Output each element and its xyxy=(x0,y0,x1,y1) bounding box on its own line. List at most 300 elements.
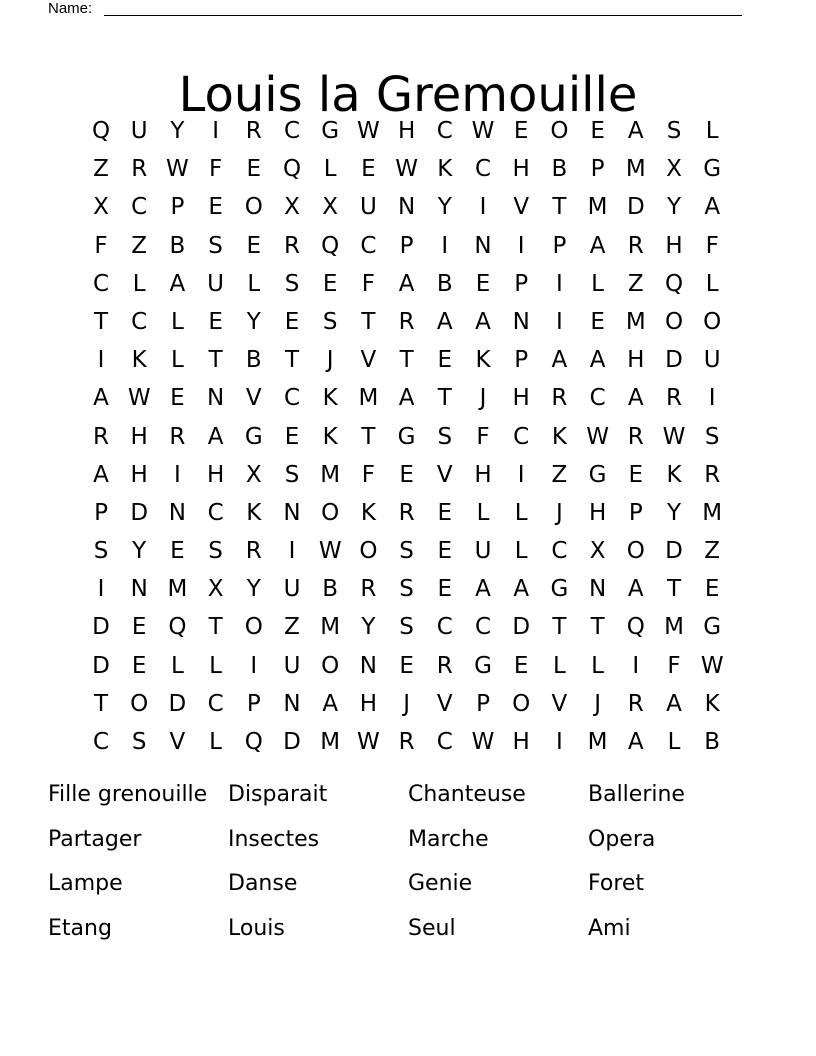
grid-letter: Z xyxy=(131,232,148,259)
grid-letter: P xyxy=(628,499,643,526)
grid-letter: C xyxy=(474,156,492,183)
grid-letter: O xyxy=(626,538,645,565)
grid-row xyxy=(82,570,732,608)
grid-letter: V xyxy=(169,729,186,755)
page-title: Louis la Gremouille xyxy=(178,67,638,124)
grid-letter: X xyxy=(207,576,224,603)
grid-letter: O xyxy=(321,499,340,526)
word-list-item: Ballerine xyxy=(588,782,685,807)
grid-letter: V xyxy=(436,690,453,717)
grid-letter: U xyxy=(703,347,721,374)
grid-letter: T xyxy=(666,576,682,603)
grid-letter: Q xyxy=(282,156,302,183)
grid-letter: I xyxy=(212,118,219,144)
grid-letter: L xyxy=(591,652,604,679)
grid-letter: F xyxy=(667,652,681,679)
grid-letter: G xyxy=(703,156,722,183)
grid-letter: L xyxy=(705,270,719,297)
grid-letter: J xyxy=(555,499,563,526)
grid-letter: C xyxy=(92,729,110,755)
grid-letter: M xyxy=(167,576,188,603)
grid-letter: W xyxy=(357,118,380,144)
word-list-item: Ami xyxy=(588,916,631,942)
grid-letter: Z xyxy=(284,614,300,641)
grid-row xyxy=(82,608,732,646)
grid-letter: L xyxy=(170,652,184,679)
grid-letter: R xyxy=(627,423,644,450)
grid-letter: Q xyxy=(626,614,645,641)
grid-letter: W xyxy=(471,118,495,144)
grid-letter: O xyxy=(512,690,531,717)
grid-row xyxy=(82,188,732,226)
grid-letter: E xyxy=(437,347,453,374)
grid-letter: B xyxy=(551,156,568,183)
grid-letter: A xyxy=(322,690,339,717)
grid-letter: S xyxy=(704,423,720,450)
grid-letter: A xyxy=(627,118,644,144)
word-list-item: Lampe xyxy=(48,871,123,897)
grid-letter: P xyxy=(476,690,490,717)
grid-letter: L xyxy=(552,652,566,679)
word-list-item: Etang xyxy=(48,916,112,942)
letter-grid xyxy=(82,112,732,761)
grid-letter: U xyxy=(283,652,301,679)
grid-letter: E xyxy=(284,423,300,450)
grid-letter: E xyxy=(322,270,338,297)
grid-letter: K xyxy=(475,347,491,374)
grid-letter: H xyxy=(130,423,148,450)
grid-letter: O xyxy=(664,308,684,335)
grid-letter: I xyxy=(555,308,563,335)
grid-letter: A xyxy=(666,690,682,717)
grid-letter: F xyxy=(361,270,375,297)
word-list-item: Opera xyxy=(588,826,656,852)
grid-letter: E xyxy=(513,118,529,144)
grid-letter: E xyxy=(399,461,414,488)
grid-row xyxy=(82,379,732,417)
grid-letter: S xyxy=(399,538,414,565)
grid-letter: D xyxy=(92,652,110,679)
grid-letter: R xyxy=(93,423,109,450)
grid-letter: L xyxy=(209,729,222,755)
word-list-item: Chanteuse xyxy=(408,782,526,807)
grid-letter: K xyxy=(666,461,682,488)
grid-letter: M xyxy=(587,194,608,221)
grid-letter: M xyxy=(358,385,379,412)
grid-letter: B xyxy=(322,576,339,603)
grid-letter: S xyxy=(322,308,338,335)
grid-letter: V xyxy=(245,385,262,412)
grid-letter: E xyxy=(208,194,223,221)
grid-letter: P xyxy=(94,499,108,526)
grid-letter: D xyxy=(283,729,301,755)
grid-letter: A xyxy=(475,576,491,603)
grid-letter: A xyxy=(513,576,530,603)
grid-row xyxy=(82,112,732,150)
grid-row xyxy=(82,532,732,570)
grid-letter: S xyxy=(93,538,109,565)
grid-letter: S xyxy=(208,232,223,259)
grid-letter: T xyxy=(208,614,223,641)
grid-letter: D xyxy=(130,499,149,526)
grid-row xyxy=(82,418,732,456)
grid-letter: P xyxy=(590,156,605,183)
grid-letter: X xyxy=(666,156,682,183)
grid-letter: C xyxy=(92,270,110,297)
grid-letter: J xyxy=(403,690,410,717)
grid-letter: E xyxy=(246,156,262,183)
grid-letter: K xyxy=(704,690,720,717)
grid-letter: E xyxy=(437,499,453,526)
grid-letter: I xyxy=(517,461,525,488)
grid-letter: I xyxy=(288,538,296,565)
grid-letter: S xyxy=(399,576,414,603)
grid-letter: P xyxy=(514,347,529,374)
grid-letter: K xyxy=(131,347,147,374)
grid-letter: B xyxy=(245,347,262,374)
grid-letter: D xyxy=(168,690,187,717)
grid-letter: U xyxy=(359,194,377,221)
grid-letter: V xyxy=(551,690,568,717)
name-underline xyxy=(104,15,742,16)
grid-letter: A xyxy=(436,308,453,335)
grid-letter: L xyxy=(323,156,337,183)
grid-letter: H xyxy=(588,499,607,526)
grid-letter: C xyxy=(436,729,453,755)
grid-letter: N xyxy=(359,652,377,679)
grid-letter: C xyxy=(436,118,453,144)
grid-letter: W xyxy=(395,156,418,183)
grid-letter: A xyxy=(398,270,415,297)
grid-letter: X xyxy=(245,461,262,488)
grid-letter: A xyxy=(627,385,644,412)
grid-letter: U xyxy=(207,270,225,297)
grid-letter: Y xyxy=(666,499,682,526)
grid-letter: R xyxy=(360,576,377,603)
grid-letter: Y xyxy=(170,118,185,144)
grid-letter: I xyxy=(479,194,487,221)
grid-letter: A xyxy=(93,461,109,488)
grid-letter: M xyxy=(587,729,608,755)
grid-letter: S xyxy=(399,614,414,641)
word-list-item: Disparait xyxy=(228,782,328,807)
grid-letter: O xyxy=(321,652,340,679)
grid-letter: Q xyxy=(244,729,263,755)
grid-letter: C xyxy=(436,614,453,641)
grid-letter: T xyxy=(284,347,300,374)
grid-letter: M xyxy=(625,308,646,335)
grid-letter: K xyxy=(246,499,262,526)
grid-letter: E xyxy=(628,461,644,488)
grid-letter: F xyxy=(476,423,490,450)
grid-letter: I xyxy=(97,347,105,374)
grid-letter: R xyxy=(131,156,148,183)
grid-letter: R xyxy=(627,690,644,717)
word-list-item: Partager xyxy=(48,826,142,852)
grid-letter: H xyxy=(627,347,645,374)
grid-letter: R xyxy=(436,652,453,679)
grid-letter: Q xyxy=(664,270,684,297)
grid-letter: T xyxy=(590,614,605,641)
grid-letter: T xyxy=(93,690,109,717)
grid-letter: L xyxy=(476,499,490,526)
grid-letter: E xyxy=(475,270,491,297)
grid-letter: G xyxy=(474,652,492,679)
grid-row xyxy=(82,303,732,341)
grid-letter: R xyxy=(245,538,262,565)
grid-letter: I xyxy=(441,232,449,259)
grid-letter: G xyxy=(703,614,722,641)
grid-letter: P xyxy=(514,270,529,297)
grid-letter: W xyxy=(166,156,189,183)
grid-letter: K xyxy=(322,385,338,412)
grid-letter: W xyxy=(662,423,686,450)
grid-letter: A xyxy=(93,385,109,412)
grid-letter: A xyxy=(589,232,606,259)
grid-letter: D xyxy=(626,194,645,221)
grid-letter: H xyxy=(512,385,530,412)
grid-letter: E xyxy=(284,308,300,335)
grid-letter: G xyxy=(550,576,569,603)
grid-letter: S xyxy=(437,423,453,450)
grid-row xyxy=(82,341,732,379)
grid-letter: K xyxy=(322,423,338,450)
grid-letter: I xyxy=(173,461,181,488)
grid-letter: D xyxy=(665,347,683,374)
grid-letter: X xyxy=(322,194,339,221)
grid-letter: M xyxy=(320,729,341,755)
grid-letter: Z xyxy=(551,461,568,488)
word-list-item: Fille grenouille xyxy=(48,782,208,807)
grid-letter: O xyxy=(244,194,263,221)
grid-letter: Q xyxy=(168,614,187,641)
grid-letter: R xyxy=(398,729,415,755)
grid-letter: S xyxy=(284,461,300,488)
grid-letter: R xyxy=(398,499,415,526)
grid-letter: D xyxy=(92,614,110,641)
grid-letter: P xyxy=(399,232,414,259)
grid-letter: S xyxy=(284,270,300,297)
grid-letter: O xyxy=(244,614,263,641)
grid-row xyxy=(82,647,732,685)
grid-letter: S xyxy=(131,729,147,755)
grid-letter: L xyxy=(170,308,184,335)
grid-letter: A xyxy=(169,270,186,297)
grid-letter: F xyxy=(94,232,108,259)
grid-letter: W xyxy=(700,652,724,679)
grid-letter: S xyxy=(666,118,682,144)
grid-letter: E xyxy=(590,308,605,335)
grid-letter: T xyxy=(399,347,414,374)
grid-letter: W xyxy=(586,423,609,450)
grid-row xyxy=(82,685,732,723)
grid-letter: C xyxy=(283,385,301,412)
grid-letter: G xyxy=(397,423,416,450)
word-list-item: Danse xyxy=(228,871,298,897)
grid-letter: C xyxy=(551,538,568,565)
grid-letter: R xyxy=(284,232,300,259)
grid-letter: H xyxy=(512,729,530,755)
grid-letter: D xyxy=(665,538,683,565)
grid-letter: P xyxy=(246,690,261,717)
grid-letter: Q xyxy=(91,118,111,144)
grid-letter: T xyxy=(437,385,452,412)
grid-letter: C xyxy=(589,385,606,412)
grid-letter: E xyxy=(208,308,223,335)
grid-letter: E xyxy=(437,538,453,565)
word-list-item: Genie xyxy=(408,871,473,897)
grid-letter: S xyxy=(208,538,223,565)
grid-letter: C xyxy=(474,614,492,641)
grid-letter: A xyxy=(398,385,415,412)
grid-letter: U xyxy=(474,538,492,565)
grid-letter: I xyxy=(97,576,105,603)
grid-letter: M xyxy=(664,614,684,641)
grid-letter: J xyxy=(326,347,334,374)
grid-letter: B xyxy=(169,232,186,259)
grid-row xyxy=(82,227,732,265)
grid-letter: U xyxy=(283,576,301,603)
grid-letter: T xyxy=(552,614,567,641)
grid-letter: E xyxy=(704,576,720,603)
grid-letter: I xyxy=(632,652,640,679)
grid-letter: R xyxy=(245,118,262,144)
grid-letter: K xyxy=(551,423,567,450)
grid-letter: C xyxy=(131,308,148,335)
grid-letter: W xyxy=(471,729,495,755)
grid-letter: B xyxy=(436,270,453,297)
grid-letter: L xyxy=(132,270,146,297)
grid-letter: N xyxy=(168,499,186,526)
grid-letter: L xyxy=(514,538,528,565)
grid-letter: P xyxy=(552,232,567,259)
grid-letter: I xyxy=(555,270,563,297)
grid-letter: Z xyxy=(704,538,721,565)
grid-letter: C xyxy=(513,423,530,450)
grid-letter: H xyxy=(512,156,530,183)
grid-letter: G xyxy=(588,461,607,488)
grid-letter: K xyxy=(360,499,376,526)
grid-letter: N xyxy=(206,385,225,412)
grid-letter: H xyxy=(130,461,148,488)
grid-letter: V xyxy=(513,194,530,221)
grid-letter: R xyxy=(704,461,721,488)
grid-letter: U xyxy=(130,118,148,144)
grid-letter: E xyxy=(513,652,529,679)
grid-letter: O xyxy=(130,690,149,717)
grid-letter: F xyxy=(361,461,375,488)
grid-letter: E xyxy=(170,538,185,565)
grid-letter: E xyxy=(131,652,147,679)
grid-letter: B xyxy=(704,729,721,755)
grid-letter: M xyxy=(320,614,341,641)
grid-letter: T xyxy=(361,308,376,335)
grid-letter: Z xyxy=(93,156,109,183)
grid-letter: L xyxy=(705,118,719,144)
grid-letter: I xyxy=(517,232,525,259)
grid-letter: T xyxy=(208,347,223,374)
grid-letter: Y xyxy=(246,576,261,603)
grid-letter: E xyxy=(399,652,414,679)
grid-letter: L xyxy=(591,270,604,297)
grid-letter: H xyxy=(665,232,683,259)
grid-letter: X xyxy=(589,538,606,565)
grid-letter: T xyxy=(93,308,109,335)
grid-letter: E xyxy=(437,576,453,603)
grid-letter: C xyxy=(360,232,377,259)
grid-letter: A xyxy=(589,347,606,374)
grid-letter: E xyxy=(590,118,605,144)
grid-letter: T xyxy=(361,423,376,450)
grid-letter: I xyxy=(555,729,563,755)
grid-letter: A xyxy=(704,194,721,221)
grid-row xyxy=(82,494,732,532)
grid-letter: O xyxy=(359,538,378,565)
grid-row xyxy=(82,265,732,303)
grid-letter: F xyxy=(208,156,223,183)
grid-letter: N xyxy=(512,308,530,335)
grid-letter: C xyxy=(283,118,301,144)
grid-letter: N xyxy=(474,232,492,259)
grid-letter: I xyxy=(708,385,716,412)
grid-letter: P xyxy=(170,194,185,221)
grid-letter: L xyxy=(170,347,184,374)
grid-letter: W xyxy=(357,729,380,755)
grid-letter: N xyxy=(283,690,301,717)
grid-letter: W xyxy=(318,538,342,565)
name-label: Name: xyxy=(48,0,93,17)
grid-letter: F xyxy=(705,232,719,259)
grid-letter: Y xyxy=(666,194,682,221)
grid-letter: H xyxy=(206,461,225,488)
grid-letter: A xyxy=(475,308,491,335)
grid-letter: Y xyxy=(361,614,376,641)
grid-letter: H xyxy=(359,690,378,717)
grid-letter: C xyxy=(131,194,148,221)
grid-letter: M xyxy=(625,156,646,183)
grid-letter: C xyxy=(207,690,224,717)
grid-letter: Y xyxy=(132,538,147,565)
grid-letter: K xyxy=(437,156,453,183)
grid-letter: R xyxy=(666,385,682,412)
grid-letter: E xyxy=(170,385,185,412)
grid-letter: Q xyxy=(321,232,340,259)
grid-letter: Y xyxy=(437,194,452,221)
grid-letter: O xyxy=(550,118,569,144)
grid-letter: I xyxy=(250,652,258,679)
grid-letter: R xyxy=(551,385,568,412)
grid-row xyxy=(82,150,732,188)
grid-letter: L xyxy=(209,652,222,679)
name-field xyxy=(48,0,742,18)
word-list-item: Insectes xyxy=(228,826,320,852)
grid-letter: X xyxy=(284,194,300,221)
grid-letter: L xyxy=(667,729,681,755)
grid-letter: E xyxy=(361,156,376,183)
grid-row xyxy=(82,723,732,761)
grid-row xyxy=(82,456,732,494)
grid-letter: A xyxy=(627,576,644,603)
grid-letter: V xyxy=(436,461,453,488)
grid-letter: D xyxy=(512,614,531,641)
grid-letter: R xyxy=(398,308,415,335)
grid-letter: Y xyxy=(246,308,261,335)
grid-letter: E xyxy=(246,232,262,259)
grid-letter: G xyxy=(244,423,263,450)
grid-letter: V xyxy=(360,347,377,374)
grid-letter: N xyxy=(130,576,148,603)
grid-letter: R xyxy=(627,232,644,259)
